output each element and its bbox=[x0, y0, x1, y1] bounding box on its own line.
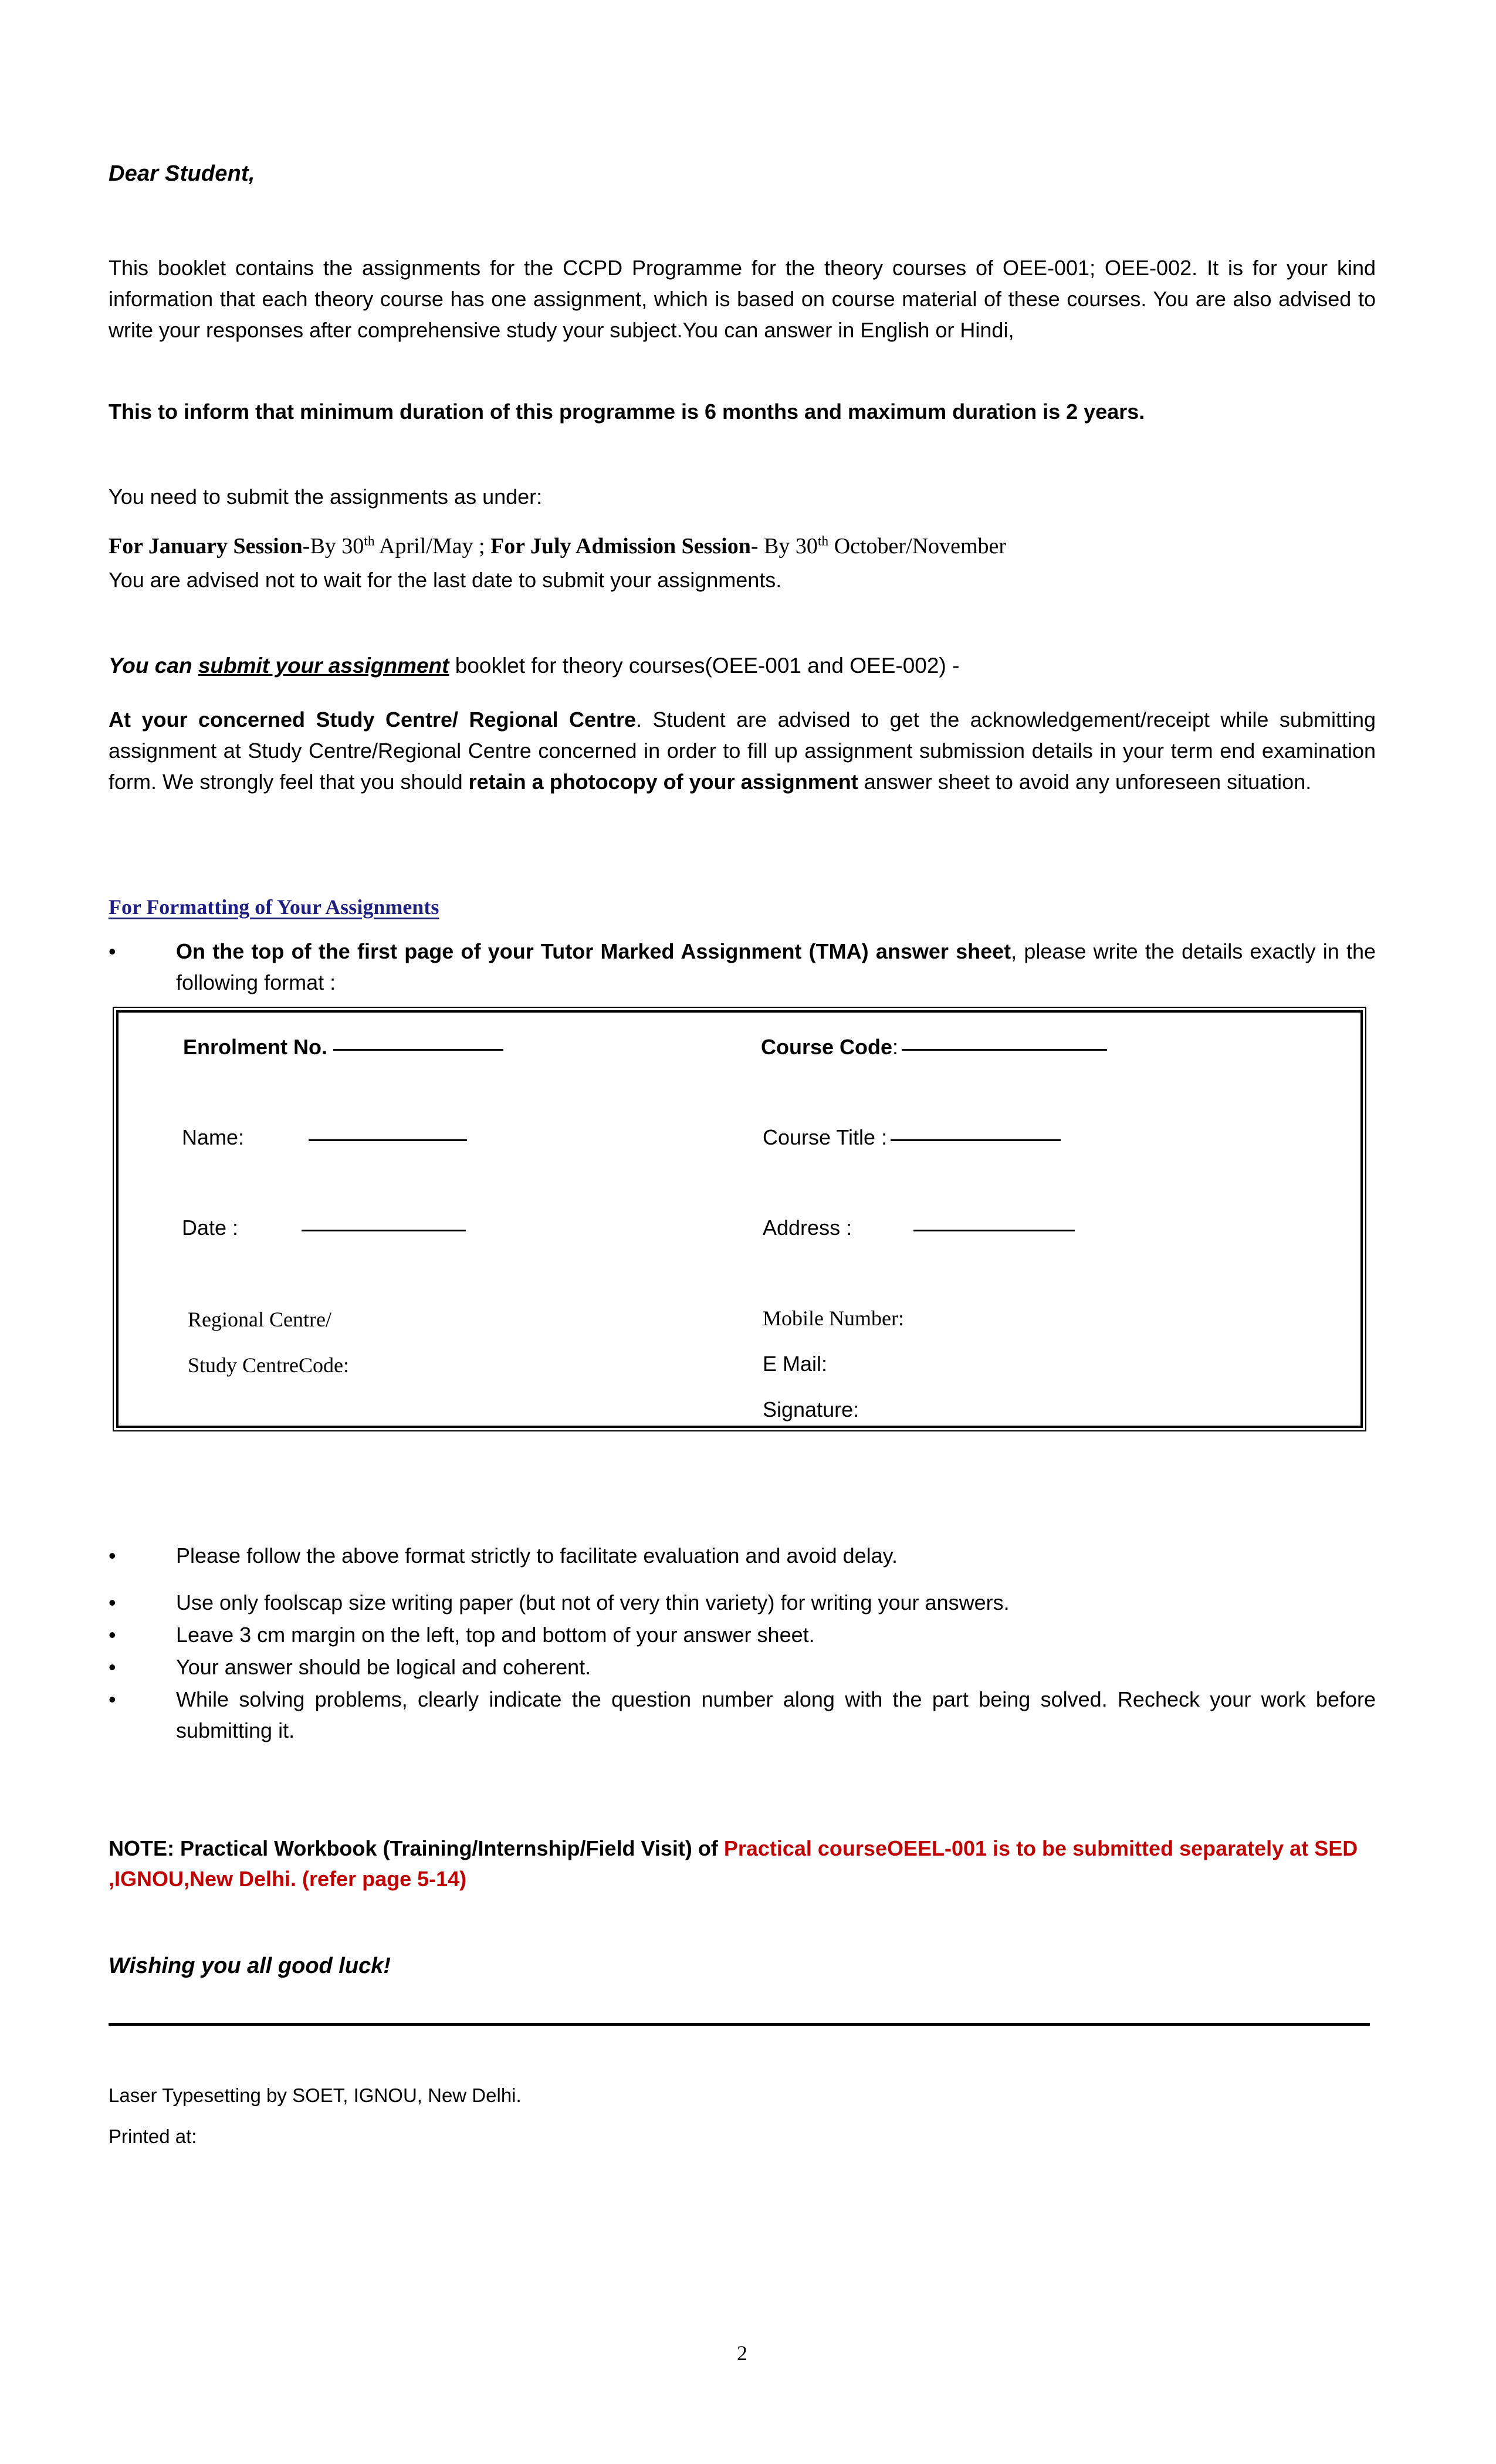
retain-photocopy-bold: retain a photocopy of your assignment bbox=[468, 770, 858, 794]
name-field bbox=[182, 1125, 467, 1150]
enrolment-no-blank[interactable] bbox=[333, 1035, 503, 1051]
intro-paragraph: This booklet contains the assignments for the CCPD Programme for the theory courses of OEE-001; OEE-002. It is for your kind information that each theory course has one assignment, which is based on course material of these courses. You are also advised to write your responses after comprehensive study your subject.You can answer in English or Hindi, bbox=[109, 256, 1376, 342]
date-field bbox=[182, 1216, 466, 1240]
submit-line-part3: booklet for theory courses(OEE-001 and OEE-002) - bbox=[449, 654, 960, 678]
course-code-field bbox=[761, 1035, 1107, 1060]
study-centre-tail-text: answer sheet to avoid any unforeseen situation. bbox=[858, 770, 1312, 794]
bullet-glyph-icon: • bbox=[109, 1544, 116, 1568]
name-blank[interactable] bbox=[309, 1125, 467, 1141]
regional-centre-label: Regional Centre/ bbox=[188, 1308, 331, 1331]
course-code-label: Course Code bbox=[761, 1035, 893, 1059]
bullet-glyph-icon: • bbox=[109, 1590, 116, 1615]
study-centre-code-label: Study CentreCode: bbox=[188, 1353, 349, 1377]
email-label: E Mail: bbox=[763, 1352, 828, 1376]
email-field bbox=[763, 1352, 827, 1376]
submit-assignment-line bbox=[109, 650, 1376, 681]
instruction-bullet-text: Use only foolscap size writing paper (but not of very thin variety) for writing your answers. bbox=[176, 1590, 1010, 1615]
study-centre-code-field bbox=[188, 1353, 349, 1377]
formatting-heading: For Formatting of Your Assignments bbox=[109, 895, 439, 919]
footer-divider bbox=[109, 2023, 1370, 2026]
tma-format-bullet bbox=[109, 936, 1376, 998]
regional-centre-field bbox=[188, 1307, 331, 1332]
bullet-glyph-icon: • bbox=[109, 1687, 116, 1711]
course-title-blank[interactable] bbox=[891, 1125, 1061, 1141]
study-centre-paragraph bbox=[109, 704, 1376, 797]
address-field bbox=[763, 1216, 1075, 1240]
good-luck-line: Wishing you all good luck! bbox=[109, 1954, 391, 1978]
enrolment-no-field bbox=[183, 1035, 503, 1060]
tma-header-format-box bbox=[116, 1010, 1363, 1428]
printed-at-line: Printed at: bbox=[109, 2125, 197, 2147]
course-code-colon: : bbox=[892, 1035, 899, 1059]
enrolment-no-label: Enrolment No. bbox=[183, 1035, 328, 1059]
list-item bbox=[109, 1540, 1376, 1571]
list-item bbox=[109, 1587, 1376, 1618]
date-blank[interactable] bbox=[302, 1216, 466, 1231]
date-label: Date : bbox=[182, 1216, 239, 1240]
submit-as-under-line: You need to submit the assignments as under: bbox=[109, 485, 543, 509]
submit-line-part1: You can bbox=[109, 654, 198, 678]
submit-line-underlined: submit your assignment bbox=[198, 654, 449, 678]
study-centre-bold-lead: At your concerned Study Centre/ Regional Centre bbox=[109, 708, 637, 732]
instruction-bullet-text: Your answer should be logical and coherent. bbox=[176, 1655, 591, 1679]
july-session-value-post: October/November bbox=[828, 534, 1007, 559]
mobile-number-field bbox=[763, 1306, 904, 1331]
july-session-value-pre: By 30 bbox=[758, 534, 818, 559]
tma-format-bullet-text bbox=[176, 936, 1376, 998]
signature-label: Signature: bbox=[763, 1397, 859, 1421]
january-ordinal-suffix: th bbox=[364, 533, 375, 549]
session-deadline-line bbox=[109, 531, 1376, 561]
bullet-glyph-icon: • bbox=[109, 1623, 116, 1647]
mobile-number-label: Mobile Number: bbox=[763, 1307, 904, 1330]
tma-bold-text: On the top of the first page of your Tutor Marked Assignment (TMA) answer sheet bbox=[176, 939, 1011, 963]
january-session-label: For January Session- bbox=[109, 534, 310, 559]
bullet-glyph-icon: • bbox=[109, 939, 116, 963]
note-black-text: NOTE: Practical Workbook (Training/Internship/Field Visit) of bbox=[109, 1836, 724, 1860]
instruction-bullet-text: While solving problems, clearly indicate the question number along with the part being solved. Recheck your work before submitting it. bbox=[176, 1687, 1376, 1742]
greeting-line: Dear Student, bbox=[109, 161, 255, 186]
address-blank[interactable] bbox=[913, 1216, 1075, 1231]
instruction-bullet-text: Please follow the above format strictly to facilitate evaluation and avoid delay. bbox=[176, 1544, 898, 1568]
tma-plain-text: , please write the details exactly in the following format : bbox=[176, 939, 1376, 994]
session-separator: ; bbox=[473, 534, 491, 559]
course-title-label: Course Title : bbox=[763, 1125, 888, 1149]
bullet-glyph-icon: • bbox=[109, 1655, 116, 1679]
january-session-value-pre: By 30 bbox=[310, 534, 364, 559]
instruction-bullet-text: Leave 3 cm margin on the left, top and bottom of your answer sheet. bbox=[176, 1623, 815, 1647]
note-red-text: Practical courseOEEL-001 is to be submitted separately at SED ,IGNOU,New Delhi. (refer page 5-14) bbox=[109, 1836, 1358, 1891]
july-session-label: For July Admission Session- bbox=[490, 534, 759, 559]
address-label: Address : bbox=[763, 1216, 852, 1240]
course-code-blank[interactable] bbox=[902, 1035, 1107, 1051]
signature-field bbox=[763, 1397, 859, 1422]
duration-paragraph: This to inform that minimum duration of this programme is 6 months and maximum duration is 2 years. bbox=[109, 400, 1145, 424]
july-ordinal-suffix: th bbox=[817, 533, 829, 549]
list-item bbox=[109, 1684, 1376, 1746]
course-title-field bbox=[763, 1125, 1061, 1150]
january-session-value-post: April/May bbox=[374, 534, 473, 559]
no-wait-line: You are advised not to wait for the last date to submit your assignments. bbox=[109, 568, 782, 592]
list-item bbox=[109, 1651, 1376, 1683]
page-number: 2 bbox=[737, 2341, 747, 2365]
study-centre-middle-text: . Student are advised to get the acknowledgement/receipt while submitting assignment at Study Centre/Regional Centre concerned in order to fill up assignment submission details in your term end examination form. We strongly feel that you should bbox=[109, 708, 1376, 794]
typesetting-credit: Laser Typesetting by SOET, IGNOU, New Delhi. bbox=[109, 2084, 522, 2106]
practical-workbook-note bbox=[109, 1833, 1376, 1894]
list-item bbox=[109, 1619, 1376, 1650]
name-label: Name: bbox=[182, 1125, 245, 1149]
